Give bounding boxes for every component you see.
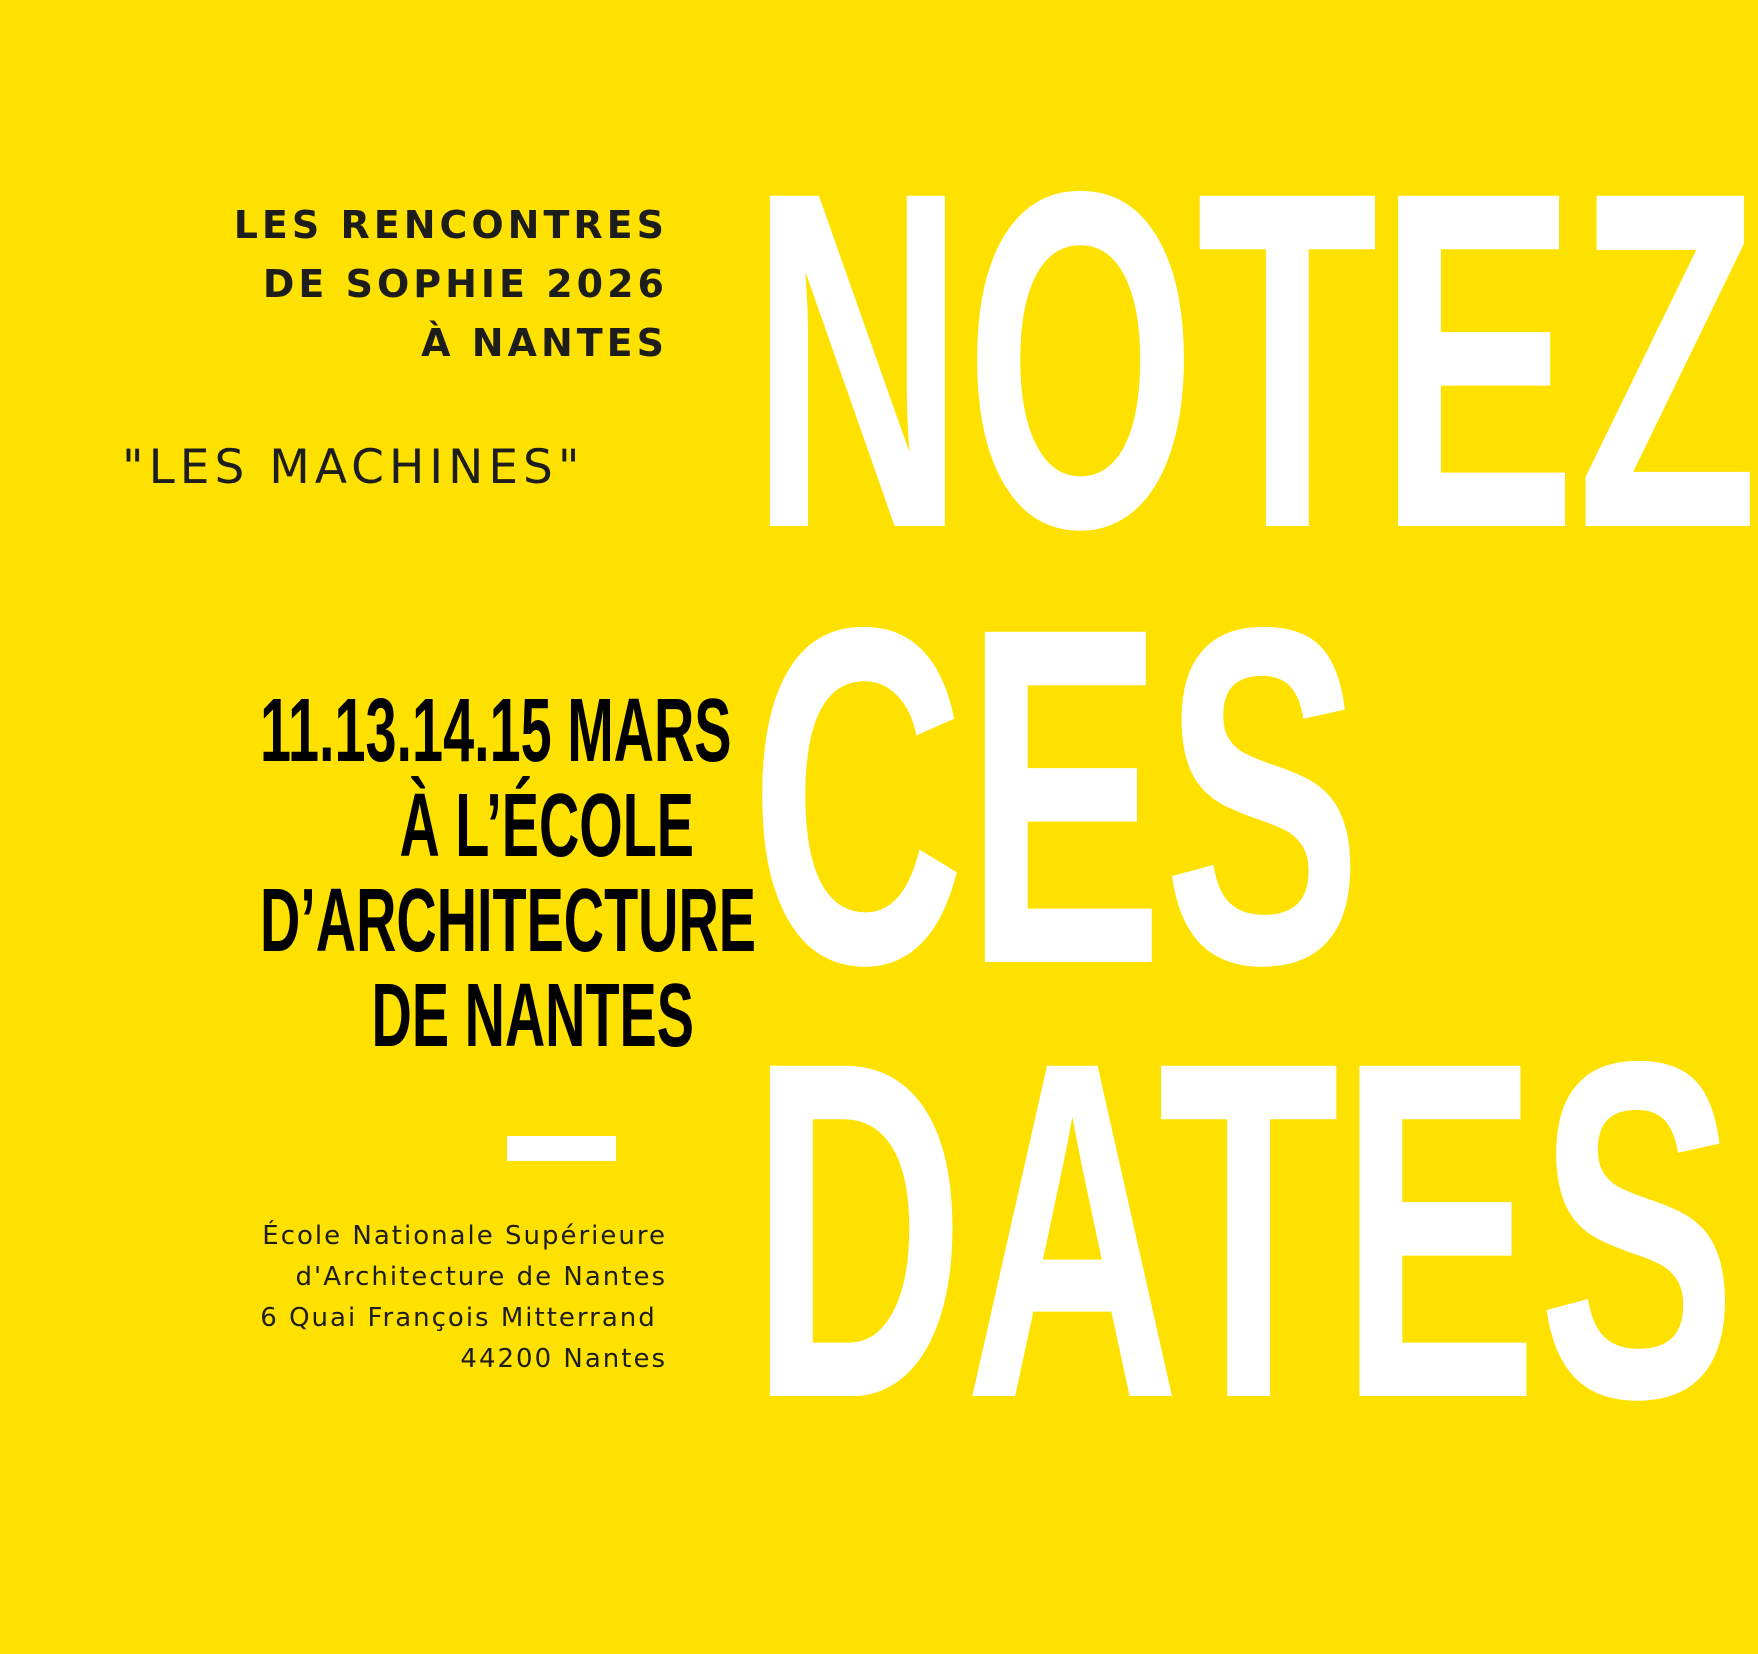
address-line-3: 6 Quai François Mitterrand bbox=[260, 1303, 667, 1333]
address-line-2: d'Architecture de Nantes bbox=[295, 1262, 667, 1292]
address-line-4: 44200 Nantes bbox=[460, 1344, 667, 1374]
event-title-line-1: LES RENCONTRES bbox=[233, 203, 668, 247]
address bbox=[107, 1216, 667, 1380]
event-title-line-3: À NANTES bbox=[421, 321, 668, 365]
dates-line-1: 11.13.14.15 MARS bbox=[260, 681, 732, 781]
dates-line-4: DE NANTES bbox=[371, 966, 694, 1066]
event-title bbox=[148, 196, 668, 373]
dates-block bbox=[0, 681, 756, 1066]
headline-word-ces: CES bbox=[750, 527, 1362, 1064]
address-line-1: École Nationale Supérieure bbox=[262, 1221, 667, 1251]
event-title-line-2: DE SOPHIE 2026 bbox=[262, 262, 668, 306]
dates-line-2: À L’ÉCOLE bbox=[399, 776, 694, 876]
event-theme: "LES MACHINES" bbox=[122, 440, 585, 495]
divider bbox=[507, 1136, 616, 1161]
headline-word-dates: DATES bbox=[750, 961, 1737, 1498]
dates-line-3: D’ARCHITECTURE bbox=[260, 871, 756, 971]
headline-word-notez: NOTEZ bbox=[750, 91, 1758, 628]
